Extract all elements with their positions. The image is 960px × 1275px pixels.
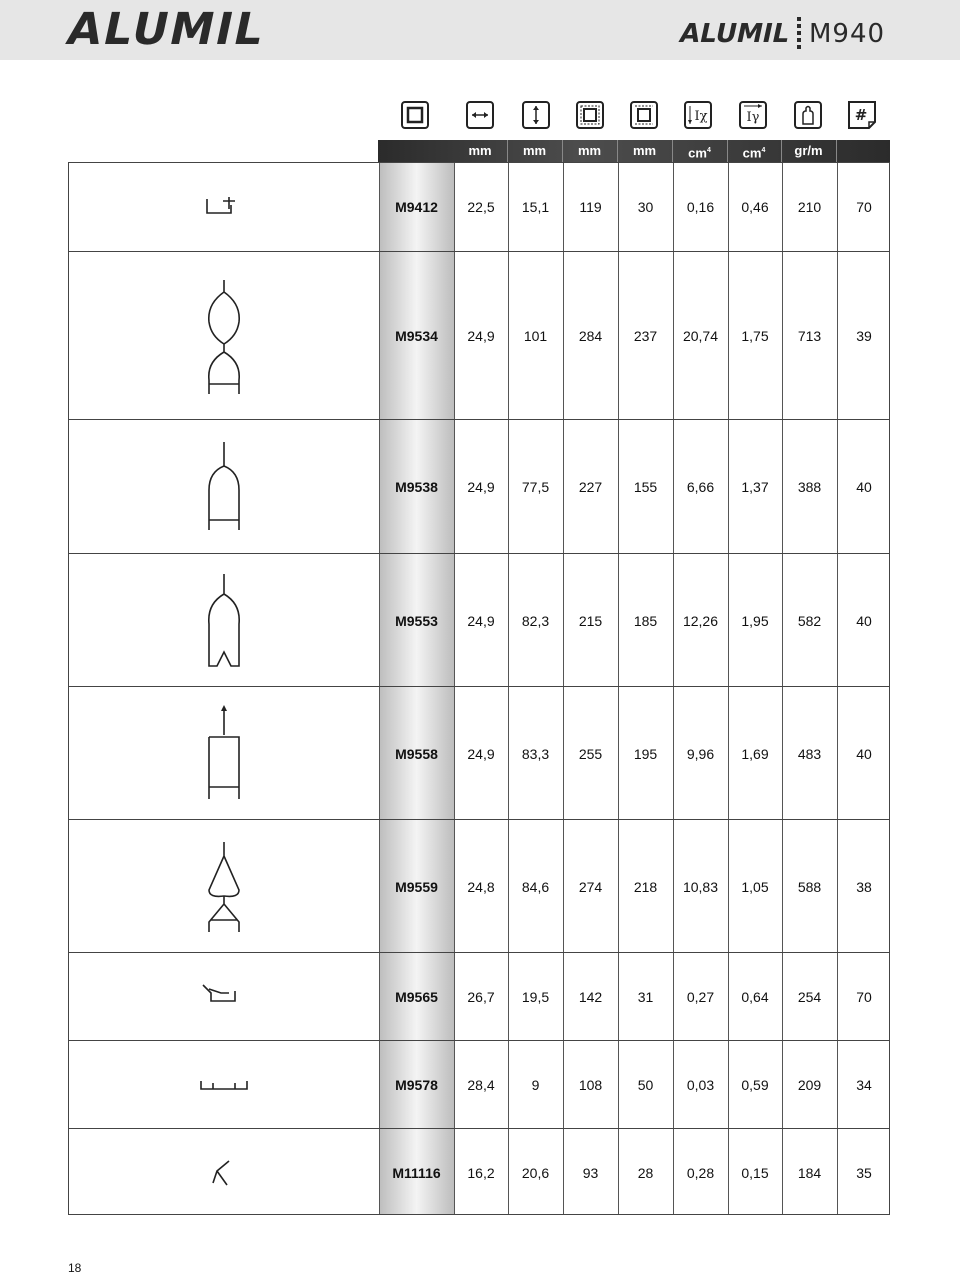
value-cell: 9,96 [686, 745, 715, 762]
value-cell: 483 [797, 745, 822, 762]
profile-drawing [69, 252, 379, 420]
value-cell: 155 [633, 479, 658, 495]
unit-header [781, 140, 836, 162]
top-brand-bar [0, 0, 960, 60]
height-arrows-icon [521, 100, 551, 130]
inner-perimeter-icon [629, 100, 659, 130]
profile-shape-icon [179, 953, 269, 1041]
value-cell: 0,64 [741, 989, 769, 1005]
profile-code: M9412 [395, 199, 438, 215]
profile-shape-icon [179, 420, 269, 554]
value-cell: 209 [797, 1077, 822, 1093]
units-header-bar [378, 140, 890, 162]
value-cell: 34 [856, 1077, 872, 1093]
profile-shape-icon [179, 820, 269, 953]
profile-code: M9538 [395, 479, 438, 495]
table-row [69, 1040, 889, 1129]
profile-code: M11116 [392, 1165, 441, 1181]
value-cell: 40 [856, 745, 872, 762]
profile-drawing [69, 953, 379, 1041]
weight-bag-icon [793, 100, 823, 130]
value-cell: 142 [578, 989, 603, 1005]
value-cell: 284 [578, 328, 603, 344]
unit-label: mm [632, 143, 657, 158]
value-cell: 24,9 [467, 328, 495, 344]
value-cell: 6,66 [686, 479, 715, 495]
value-cell: 237 [633, 328, 658, 344]
inertia-y-icon [738, 100, 768, 130]
profile-drawing [69, 554, 379, 687]
value-cell: 588 [797, 878, 822, 895]
header-separator [672, 140, 673, 162]
series-logo [676, 14, 886, 54]
value-cell: 0,46 [741, 199, 769, 215]
value-cell: 84,6 [521, 878, 550, 895]
value-cell: 274 [578, 878, 603, 895]
value-cell: 0,27 [686, 989, 715, 1005]
profile-drawing [69, 163, 379, 251]
pieces-number-icon [847, 100, 877, 130]
value-cell: 12,26 [682, 612, 719, 629]
profile-code: M9534 [395, 328, 438, 344]
value-cell: 20,74 [682, 328, 719, 344]
value-cell: 35 [856, 1165, 872, 1181]
value-cell: 185 [633, 612, 658, 629]
unit-header [562, 140, 617, 162]
value-cell: 26,7 [467, 989, 495, 1005]
value-cell: 0,16 [686, 199, 715, 215]
unit-label: gr/m [794, 143, 823, 158]
value-cell: 20,6 [521, 1165, 550, 1181]
value-cell: 218 [633, 878, 658, 895]
profile-code: M9578 [395, 1077, 438, 1093]
value-cell: 31 [637, 989, 654, 1005]
value-cell: 10,83 [682, 878, 719, 895]
header-separator [836, 140, 837, 162]
profile-shape-icon [179, 252, 269, 420]
value-cell: 0,03 [686, 1077, 715, 1093]
header-separator [617, 140, 618, 162]
value-cell: 1,05 [741, 878, 769, 895]
profile-drawing [69, 420, 379, 554]
table-row [69, 1128, 889, 1217]
profile-drawing [69, 687, 379, 820]
value-cell: 24,8 [467, 878, 495, 895]
alumil-logo: ALUMIL [62, 4, 270, 55]
table-row [69, 419, 889, 554]
logo-separator [797, 17, 801, 51]
value-cell: 28 [637, 1165, 654, 1181]
value-cell: 713 [797, 328, 822, 344]
value-cell: 15,1 [521, 199, 550, 215]
inertia-x-icon [683, 100, 713, 130]
table-row [69, 952, 889, 1041]
profile-code: M9565 [395, 989, 438, 1005]
unit-header [727, 140, 781, 162]
header-separator [727, 140, 728, 162]
value-cell: 70 [856, 199, 872, 215]
value-cell: 254 [797, 989, 822, 1005]
value-cell: 40 [856, 479, 872, 495]
profile-shape-icon [179, 1129, 269, 1217]
header-separator [507, 140, 508, 162]
value-cell: 22,5 [467, 199, 495, 215]
profiles-table [68, 162, 890, 1215]
value-cell: 1,75 [741, 328, 769, 344]
value-cell: 0,28 [686, 1165, 715, 1181]
value-cell: 119 [579, 199, 602, 215]
unit-superscript: 4 [761, 147, 766, 154]
header-separator [562, 140, 563, 162]
profile-code: M9559 [395, 878, 438, 895]
width-arrows-icon [465, 100, 495, 130]
profile-shape-icon [179, 163, 269, 251]
value-cell: 9 [531, 1077, 540, 1093]
profile-drawing [69, 1129, 379, 1217]
profile-code: M9553 [395, 612, 438, 629]
unit-superscript: 4 [706, 147, 711, 154]
value-cell: 82,3 [521, 612, 550, 629]
alumil-small-logo: ALUMIL [676, 19, 793, 49]
value-cell: 70 [856, 989, 872, 1005]
value-cell: 39 [856, 328, 872, 344]
value-cell: 93 [582, 1165, 599, 1181]
value-cell: 24,9 [467, 612, 495, 629]
unit-label: mm [468, 143, 492, 158]
svg-text:Iχ: Iχ [694, 109, 708, 124]
value-cell: 1,95 [741, 612, 769, 629]
value-cell: 184 [797, 1165, 822, 1181]
value-cell: 227 [578, 479, 603, 495]
unit-header [453, 140, 507, 162]
value-cell: 210 [797, 199, 822, 215]
value-cell: 77,5 [521, 479, 550, 495]
value-cell: 1,69 [741, 745, 769, 762]
svg-text:Iγ: Iγ [746, 110, 760, 125]
unit-label: cm [742, 145, 762, 161]
value-cell: 16,2 [467, 1165, 495, 1181]
value-cell: 24,9 [467, 745, 495, 762]
table-row [69, 686, 889, 820]
value-cell: 30 [637, 199, 654, 215]
value-cell: 28,4 [467, 1077, 495, 1093]
svg-text:#: # [854, 106, 868, 124]
header-separator [781, 140, 782, 162]
unit-header [507, 140, 562, 162]
unit-label: mm [577, 143, 602, 158]
profile-code: M9558 [395, 745, 438, 762]
table-row [69, 251, 889, 420]
value-cell: 101 [523, 328, 548, 344]
value-cell: 0,59 [741, 1077, 769, 1093]
value-cell: 83,3 [521, 745, 550, 762]
unit-header [672, 140, 727, 162]
profile-shape-icon [179, 687, 269, 820]
value-cell: 40 [856, 612, 872, 629]
page-number: 18 [68, 1261, 82, 1275]
value-cell: 24,9 [467, 479, 495, 495]
unit-label: mm [522, 143, 547, 158]
series-name: M940 [809, 19, 886, 49]
perimeter-outline-icon [575, 100, 605, 130]
profile-shape-icon [179, 1041, 269, 1129]
value-cell: 582 [797, 612, 822, 629]
profile-shape-icon [179, 554, 269, 687]
cross-section-outline-icon [400, 100, 430, 130]
value-cell: 388 [797, 479, 822, 495]
value-cell: 50 [637, 1077, 654, 1093]
profile-drawing [69, 820, 379, 953]
value-cell: 255 [578, 745, 603, 762]
value-cell: 0,15 [741, 1165, 769, 1181]
value-cell: 38 [856, 878, 872, 895]
table-row [69, 553, 889, 687]
profile-drawing [69, 1041, 379, 1129]
value-cell: 195 [633, 745, 658, 762]
value-cell: 1,37 [741, 479, 769, 495]
unit-header [617, 140, 672, 162]
value-cell: 19,5 [521, 989, 550, 1005]
value-cell: 108 [578, 1077, 603, 1093]
value-cell: 215 [578, 612, 603, 629]
table-row [69, 819, 889, 953]
table-row [69, 163, 889, 251]
unit-label: cm [688, 145, 707, 161]
